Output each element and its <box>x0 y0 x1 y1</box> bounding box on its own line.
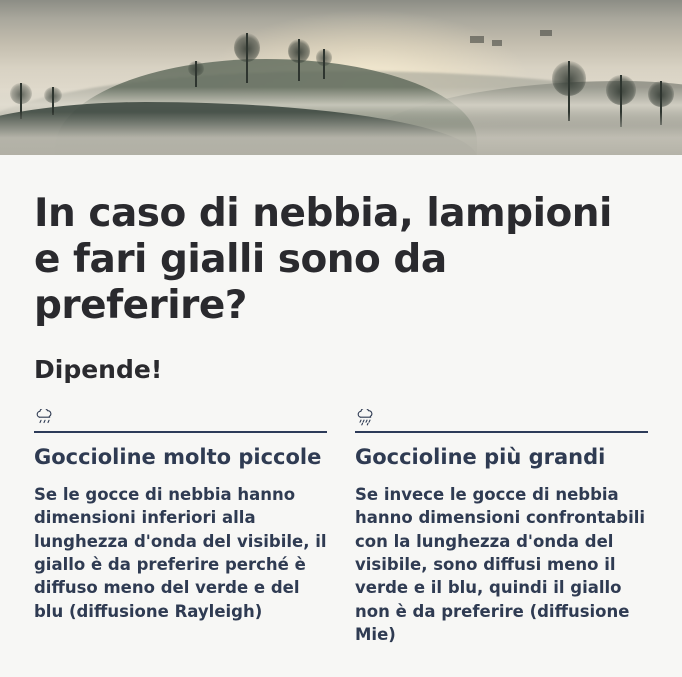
column-small-droplets <box>34 407 327 647</box>
column-large-droplets <box>355 407 648 647</box>
two-column-section <box>34 407 648 647</box>
column-divider <box>34 431 327 433</box>
column-body: Se invece le gocce di nebbia hanno dimensioni confrontabili con la lunghezza d'onda del visibile, sono diffusi meno il verde e il blu, quindi il giallo non è da preferire (diffusione Mie) <box>355 484 646 645</box>
hero-tree <box>188 61 204 87</box>
fog-drizzle-icon <box>34 407 327 427</box>
hero-house <box>470 36 484 43</box>
column-divider <box>355 431 648 433</box>
hero-image <box>0 0 682 155</box>
hero-house <box>492 40 502 46</box>
hero-tree <box>288 39 310 81</box>
article-content <box>0 155 682 647</box>
column-title: Goccioline più grandi <box>355 445 606 470</box>
hero-ground-mist <box>0 112 682 155</box>
hero-house <box>540 30 552 36</box>
column-title: Goccioline molto piccole <box>34 445 322 470</box>
fog-rain-icon <box>355 407 648 427</box>
hero-tree <box>316 49 332 79</box>
hero-tree <box>234 33 260 83</box>
page-title: In caso di nebbia, lampioni e fari gialli sono da preferire? <box>34 191 612 329</box>
page-subtitle: Dipende! <box>34 355 163 385</box>
column-body: Se le gocce di nebbia hanno dimensioni inferiori alla lunghezza d'onda del visibile, il giallo è da preferire perché è diffuso meno del verde e del blu (diffusione Rayleigh) <box>34 484 327 621</box>
